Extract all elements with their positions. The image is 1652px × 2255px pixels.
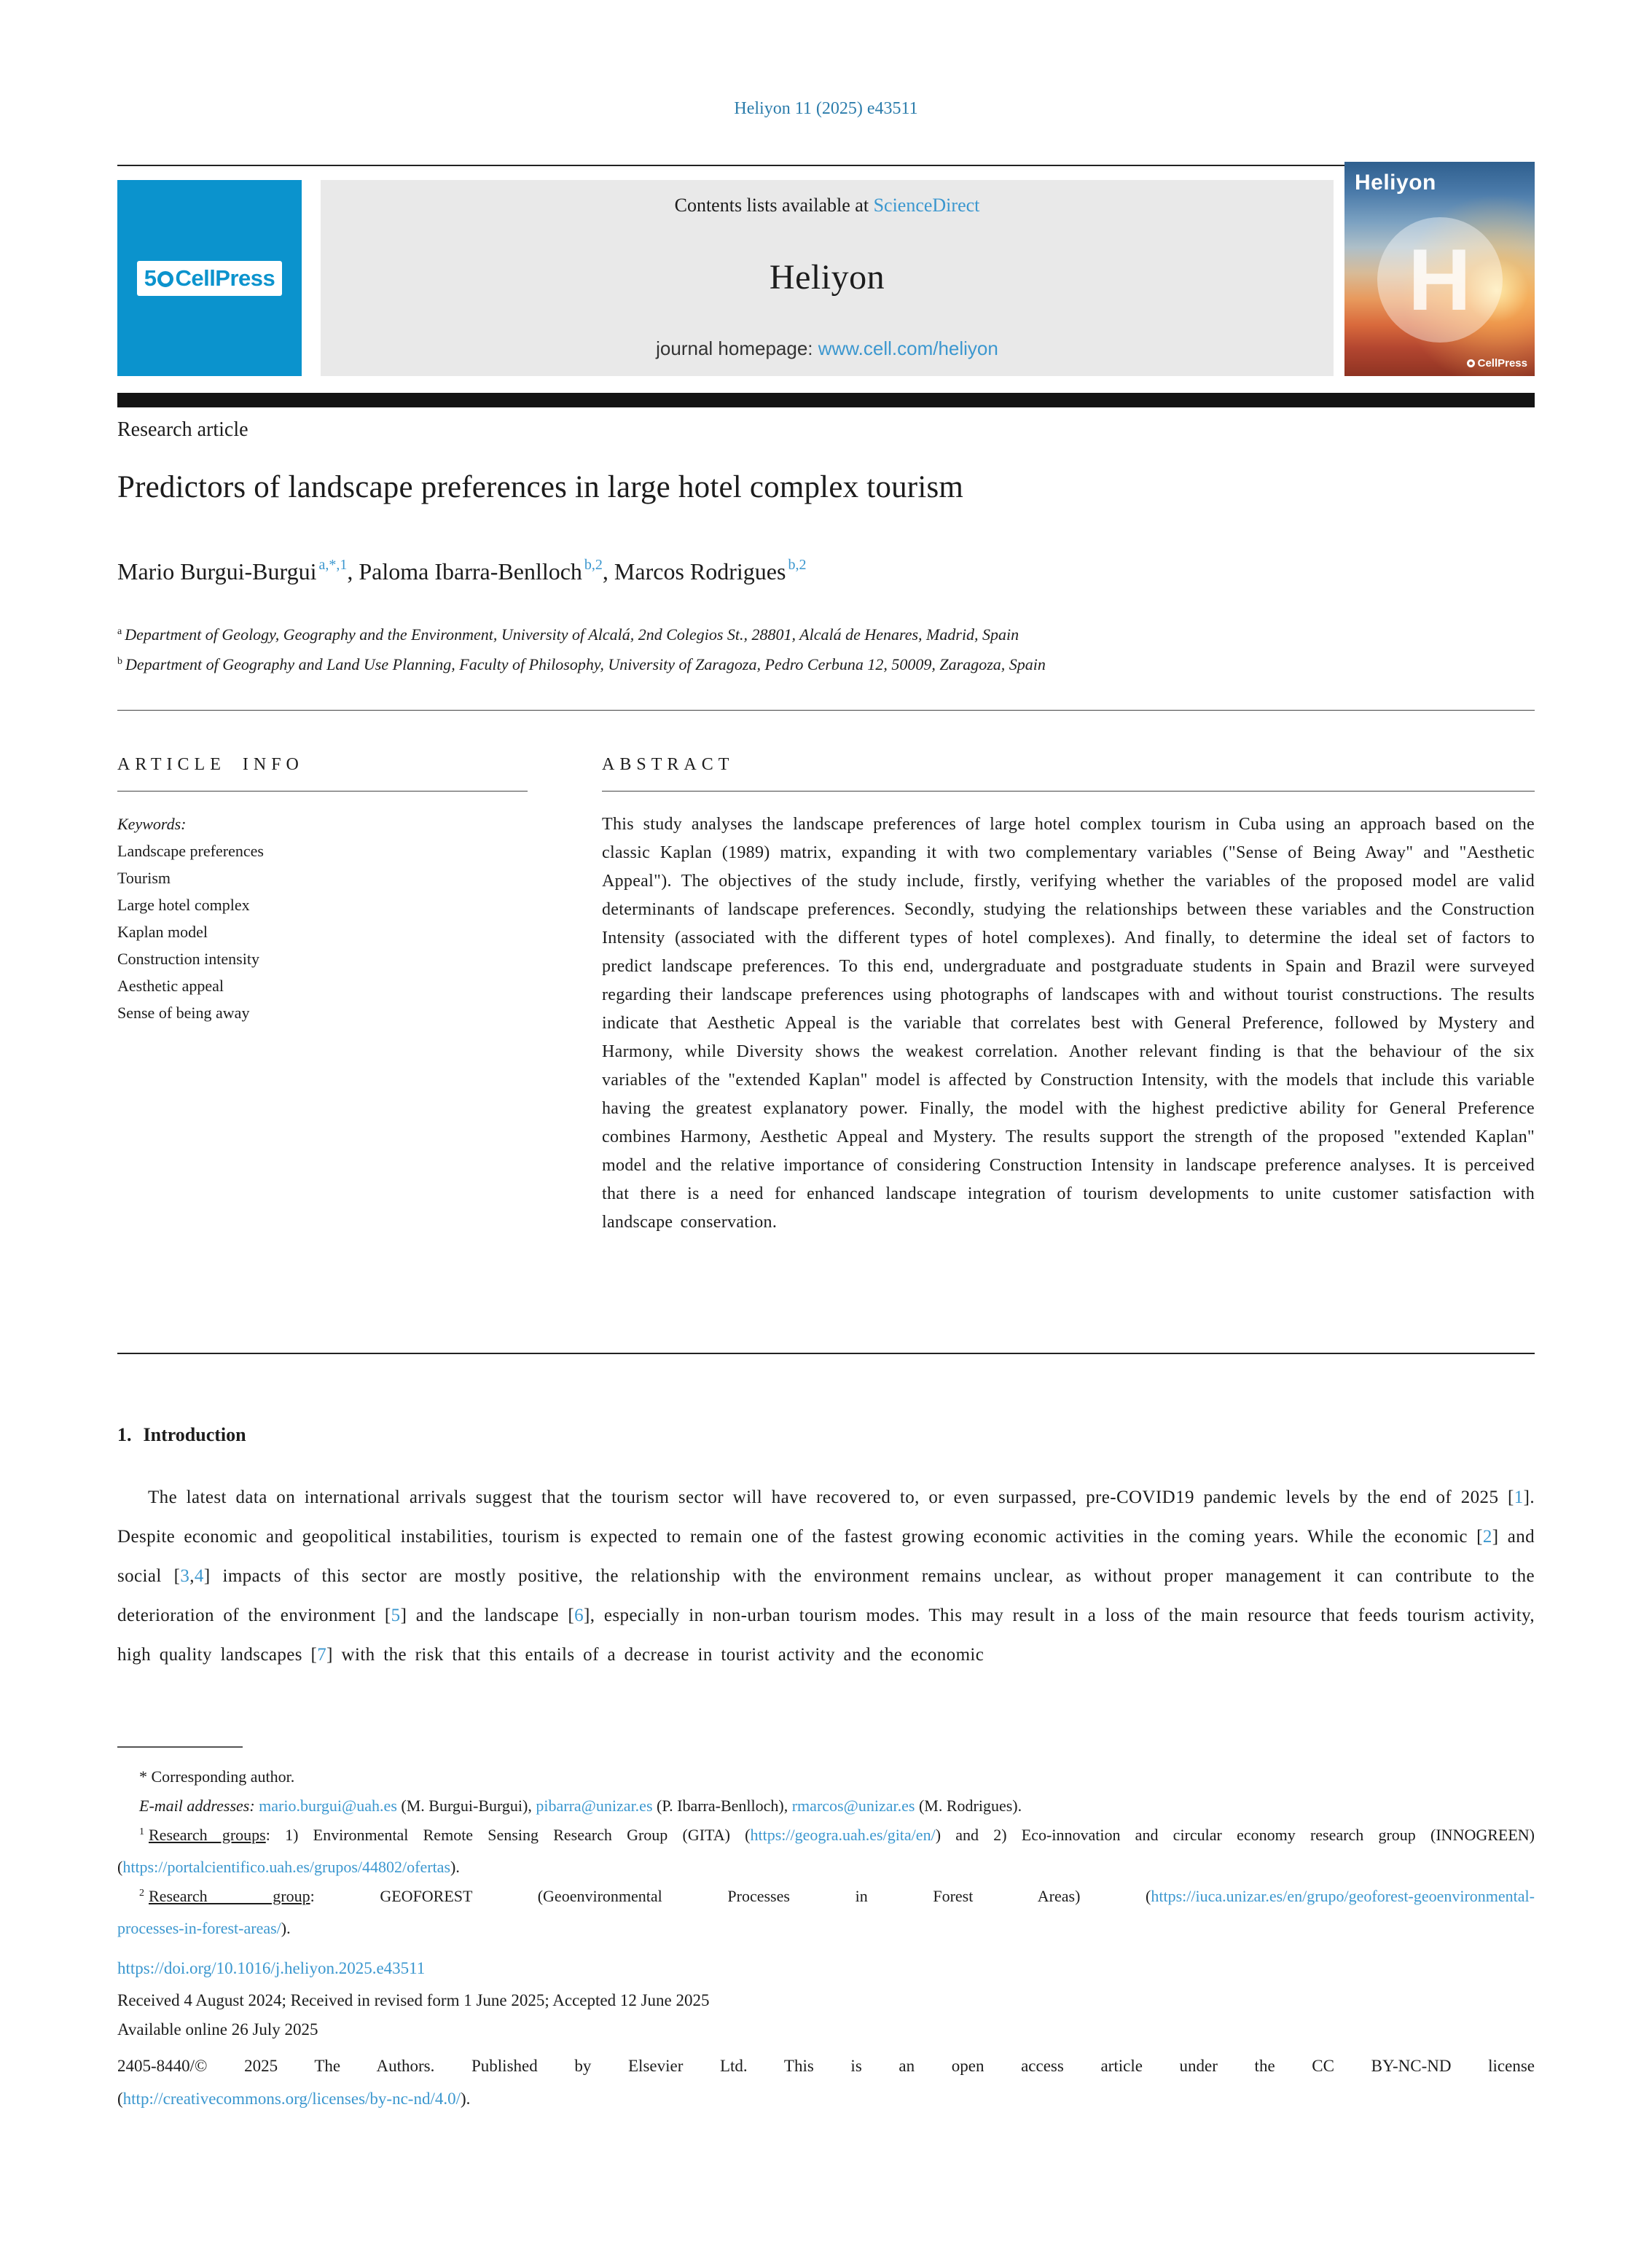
divider bbox=[602, 791, 1535, 792]
text-segment: ] with the risk that this entails of a decrease in tourist activity and the economic bbox=[326, 1645, 984, 1665]
cover-publisher-logo bbox=[1467, 357, 1527, 370]
author-separator: , bbox=[347, 558, 359, 585]
available-online: Available online 26 July 2025 bbox=[117, 2020, 318, 2039]
cellpress-ring-icon bbox=[1467, 359, 1475, 367]
cover-monogram: H bbox=[1408, 230, 1471, 329]
introduction-paragraph bbox=[117, 1478, 1535, 1675]
text-segment: (M. Rodrigues). bbox=[915, 1797, 1022, 1815]
author-affiliation-sup[interactable]: b,2 bbox=[788, 557, 807, 573]
author-name: Paloma Ibarra-Benlloch bbox=[359, 558, 582, 585]
text-segment: ] and social [ bbox=[117, 1527, 1535, 1586]
column-gap bbox=[528, 755, 602, 1237]
footnotes bbox=[117, 1762, 1535, 1943]
footnote-marker: 1 bbox=[139, 1826, 144, 1837]
received-dates: Received 4 August 2024; Received in revised form 1 June 2025; Accepted 12 June 2025 bbox=[117, 1991, 710, 2009]
author-name: Marcos Rodrigues bbox=[614, 558, 786, 585]
keyword: Kaplan model bbox=[117, 923, 208, 941]
text-segment: (P. Ibarra-Benlloch), bbox=[652, 1797, 792, 1815]
license-line-1: 2405-8440/© 2025 The Authors. Published by Elsevier Ltd. This is an open access article under the CC BY-NC-ND license bbox=[117, 2057, 1535, 2075]
footnote-separator bbox=[117, 1746, 243, 1748]
citation-ref-6[interactable]: 6 bbox=[574, 1606, 584, 1625]
author-separator: , bbox=[602, 558, 614, 585]
doi-url[interactable]: https://doi.org/10.1016/j.heliyon.2025.e43511 bbox=[117, 1959, 426, 1977]
text-segment: Research group bbox=[149, 1887, 310, 1905]
cellpress-ring-icon bbox=[157, 271, 173, 287]
footnote-emails bbox=[117, 1791, 1535, 1821]
homepage-link[interactable]: www.cell.com/heliyon bbox=[818, 337, 998, 359]
text-segment: ]. Despite economic and geopolitical instabilities, tourism is expected to remain one of the fastest growing economic activities in the coming years. While the economic [ bbox=[117, 1488, 1535, 1547]
license-line-2 bbox=[117, 2082, 1535, 2115]
affiliation-marker: a bbox=[117, 626, 122, 637]
footnote-research-group-2-line1 bbox=[117, 1882, 1535, 1914]
footnote-text bbox=[117, 1826, 1535, 1876]
journal-reference-link[interactable]: Heliyon 11 (2025) e43511 bbox=[734, 99, 918, 118]
cc-license-link[interactable]: http://creativecommons.org/licenses/by-nc-nd/4.0/ bbox=[122, 2090, 461, 2108]
cover-publisher-name: CellPress bbox=[1477, 357, 1527, 370]
divider bbox=[117, 710, 1535, 711]
affiliation bbox=[117, 651, 1535, 681]
text-segment: : 1) Environmental Remote Sensing Research Group (GITA) ( bbox=[265, 1826, 751, 1844]
article-info-column bbox=[117, 755, 528, 1237]
email-link-rodrigues[interactable]: rmarcos@unizar.es bbox=[791, 1797, 915, 1815]
text-segment: ) and 2) Eco-innovation and circular economy research group (INNOGREEN) ( bbox=[117, 1826, 1535, 1876]
info-abstract-section bbox=[117, 755, 1535, 1237]
keyword: Landscape preferences bbox=[117, 842, 264, 860]
cover-circle bbox=[1377, 217, 1503, 343]
text-segment: The latest data on international arrivals suggest that the tourism sector will have recovered to, or even surpassed, pre-COVID19 pandemic levels by the end of 2025 [ bbox=[148, 1488, 1514, 1507]
text-segment: E-mail addresses: bbox=[139, 1797, 255, 1815]
keyword: Large hotel complex bbox=[117, 896, 250, 914]
affiliation-text: Department of Geology, Geography and the Environment, University of Alcalá, 2nd Colegios St., 28801, Alcalá de Henares, Madrid, Spain bbox=[125, 625, 1019, 644]
keyword: Aesthetic appeal bbox=[117, 977, 224, 995]
affiliation bbox=[117, 621, 1535, 651]
article-type-label: Research article bbox=[117, 418, 248, 441]
affiliations bbox=[117, 621, 1535, 681]
author-list bbox=[117, 558, 1535, 585]
email-link-ibarra[interactable]: pibarra@unizar.es bbox=[536, 1797, 653, 1815]
cellpress-logo[interactable] bbox=[117, 180, 302, 376]
homepage-line bbox=[321, 337, 1334, 360]
contents-prefix: Contents lists available at bbox=[674, 195, 874, 216]
abstract-column bbox=[602, 755, 1535, 1237]
email-link-burgui[interactable]: mario.burgui@uah.es bbox=[259, 1797, 397, 1815]
keywords-block bbox=[117, 810, 528, 1026]
geoforest-link[interactable]: https://iuca.unizar.es/en/grupo/geoforest-geoenvironmental- bbox=[1151, 1887, 1535, 1905]
author bbox=[359, 558, 614, 585]
footnote-corresponding-author bbox=[117, 1762, 1535, 1791]
cellpress-logo-name: CellPress bbox=[175, 265, 275, 291]
license-block bbox=[117, 2049, 1535, 2115]
journal-name: Heliyon bbox=[769, 257, 885, 297]
article-title: Predictors of landscape preferences in large hotel complex tourism bbox=[117, 470, 964, 504]
affiliation-marker: b bbox=[117, 656, 122, 667]
text-segment: Research groups bbox=[149, 1826, 266, 1844]
innogreen-link[interactable]: https://portalcientifico.uah.es/grupos/44802/ofertas bbox=[122, 1858, 451, 1876]
abstract-text: This study analyses the landscape preferences of large hotel complex tourism in Cuba using an approach based on the classic Kaplan (1989) matrix, expanding it with two complementary variables ("Sense of Being Away" and "Aesthetic Appeal"). The objectives of the study include, firstly, verifying whether the variables of the proposed model are valid determinants of landscape preferences. Secondly, studying the relationships between these variables and the Construction Intensity (associated with the different types of hotel complexes). And finally, to determine the ideal set of factors to predict landscape preferences. To this end, undergraduate and postgraduate students in Spain and Brazil were surveyed regarding their landscape preferences using photographs of landscapes with and without tourist constructions. The results indicate that Aesthetic Appeal is the variable that correlates best with General Preference, followed by Mystery and Harmony, while Diversity shows the weakest correlation. Another relevant finding is that the behaviour of the six variables of the "extended Kaplan" model is affected by Construction Intensity, with the models that include this variable having the greatest explanatory power. Finally, the model with the highest predictive ability for General Preference combines Harmony, Aesthetic Appeal and Mystery. The results support the strength of the proposed "extended Kaplan" model and the relative importance of considering Construction Intensity in landscape preference analyses. It is perceived that there is a need for enhanced landscape integration of tourism developments to unite customer satisfaction with landscape conservation. bbox=[602, 815, 1535, 1232]
journal-header-band bbox=[117, 171, 1535, 376]
author bbox=[117, 558, 359, 585]
cover-journal-title: Heliyon bbox=[1355, 171, 1436, 195]
author-name: Mario Burgui-Burgui bbox=[117, 558, 317, 585]
homepage-label: journal homepage: bbox=[656, 337, 818, 359]
section-number: 1. bbox=[117, 1424, 132, 1445]
journal-cover-image bbox=[1344, 162, 1535, 376]
keyword: Tourism bbox=[117, 869, 171, 887]
cellpress-logo-digit: 5 bbox=[144, 265, 157, 291]
text-segment: : GEOFOREST (Geoenvironmental Processes in Forest Areas) ( bbox=[310, 1887, 1151, 1905]
header-black-bar bbox=[117, 393, 1535, 407]
footnote-research-group-2-line2 bbox=[117, 1914, 1535, 1943]
sciencedirect-link[interactable]: ScienceDirect bbox=[873, 195, 980, 216]
cellpress-logo-label bbox=[137, 261, 283, 296]
section-divider bbox=[117, 1353, 1535, 1354]
footnote-research-groups-1 bbox=[117, 1821, 1535, 1882]
journal-banner bbox=[321, 180, 1334, 376]
citation-ref-7[interactable]: 7 bbox=[317, 1645, 327, 1665]
keyword: Sense of being away bbox=[117, 1004, 250, 1022]
keyword: Construction intensity bbox=[117, 950, 259, 968]
introduction-heading bbox=[117, 1424, 246, 1446]
text-segment: ). bbox=[450, 1858, 460, 1876]
citation-ref-2[interactable]: 2 bbox=[1482, 1527, 1492, 1547]
footnote-marker: 2 bbox=[139, 1888, 144, 1899]
geoforest-link-continued[interactable]: processes-in-forest-areas/ bbox=[117, 1919, 281, 1937]
citation-ref-3[interactable]: 3 bbox=[180, 1566, 190, 1586]
affiliation-text: Department of Geography and Land Use Planning, Faculty of Philosophy, University of Zaragoza, Pedro Cerbuna 12, 50009, Zaragoza, Spain bbox=[125, 655, 1046, 673]
citation-ref-4[interactable]: 4 bbox=[194, 1566, 204, 1586]
citation-ref-1[interactable]: 1 bbox=[1514, 1488, 1524, 1507]
citation-ref-5[interactable]: 5 bbox=[391, 1606, 401, 1625]
text-segment: ). bbox=[460, 2090, 471, 2108]
divider bbox=[117, 791, 528, 792]
text-segment: , bbox=[189, 1566, 195, 1586]
text-segment: ). bbox=[281, 1919, 291, 1937]
article-info-heading: ARTICLE INFO bbox=[117, 755, 304, 774]
contents-line bbox=[321, 195, 1334, 216]
text-segment: * Corresponding author. bbox=[139, 1767, 295, 1786]
footnote-text bbox=[149, 1887, 1535, 1905]
text-segment: ] impacts of this sector are mostly positive, the relationship with the environment remains unclear, as without proper management it can contribute to the deterioration of the environment [ bbox=[117, 1566, 1535, 1625]
text-segment: (M. Burgui-Burgui), bbox=[396, 1797, 536, 1815]
keywords-label: Keywords: bbox=[117, 815, 187, 833]
top-divider bbox=[117, 165, 1535, 166]
text-segment: ] and the landscape [ bbox=[400, 1606, 575, 1625]
doi-link[interactable] bbox=[117, 1959, 425, 1978]
author-affiliation-sup[interactable]: a,*,1 bbox=[318, 557, 348, 573]
author bbox=[614, 558, 807, 585]
text-segment: ( bbox=[117, 2090, 123, 2108]
section-title: Introduction bbox=[143, 1424, 246, 1445]
gita-link[interactable]: https://geogra.uah.es/gita/en/ bbox=[750, 1826, 936, 1844]
author-affiliation-sup[interactable]: b,2 bbox=[584, 557, 603, 573]
abstract-heading: ABSTRACT bbox=[602, 755, 735, 774]
text-segment: ], especially in non-urban tourism modes. This may result in a loss of the main resource that feeds tourism activity, high quality landscapes [ bbox=[117, 1606, 1535, 1665]
